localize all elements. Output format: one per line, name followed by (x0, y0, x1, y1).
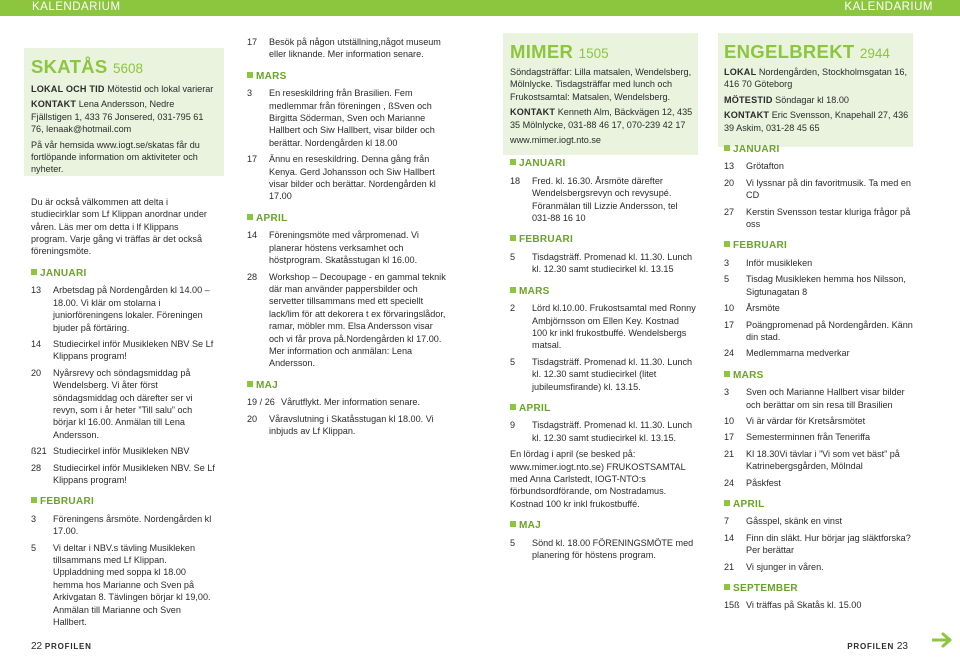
event-text: Workshop – Decoupage - en gammal teknik där man använder pappersbilder och servetter tillsammans med ett speciellt lack/lim för att dekorera t ex förvaringslådor, ramar, möbler mm. Elsa Andersson visar och vi får prova på.Nordengården kl 17.00. Mer information och anmälan: Lena Andersson. (269, 271, 446, 369)
calendar-event (510, 419, 696, 444)
event-date: 17 (247, 37, 258, 47)
calendar-event (247, 229, 447, 266)
event-date: 10 (724, 303, 735, 314)
event-date: 2 (510, 303, 516, 314)
event-text: Påskfest (746, 477, 781, 488)
event-text: Vi deltar i NBV.s tävling Musikleken tillsammans med Lf Klippan. Uppladdning med soppa kl 18.00 hemma hos Marianne och Sven på Arkivgatan 8. Tävlingen börjar kl 19,00. Anmälan till Marianne och Sven Hallbert. (53, 542, 211, 628)
event-text: Studiecirkel inför Musikleken NBV Se Lf Klippans program! (53, 338, 214, 362)
event-text: Fred. kl. 16.30. Årsmöte därefter Wendelsbergsrevyn och revysupé. Föranmälan till Lizzie Andersson, tel 031-88 16 10 (532, 175, 678, 224)
calendar-event (510, 302, 696, 352)
bullet-square-icon (724, 241, 730, 247)
event-date: 14 (724, 532, 735, 543)
event-date: 7 (724, 516, 730, 527)
event-text: Nyårsrevy och söndagsmiddag på Wendelsberg. Vi åter först söndagsmiddag och därefter ser vi revyn, som i år heter ”Till salu” och börjar kl 16.00. Anmälan till Lena Andersson. (53, 367, 193, 440)
calendar-event (724, 415, 914, 427)
event-text: Lörd kl.10.00. Frukostsamtal med Ronny Ambjörnsson om Ellen Key. Kostnad 100 kr inkl frukostbuffé. Wendelsbergs matsal. (532, 303, 696, 351)
bullet-square-icon (247, 72, 253, 78)
calendar-event (247, 413, 447, 438)
footer-label-right: PROFILEN (847, 642, 895, 651)
bullet-square-icon (724, 145, 730, 151)
month-label: FEBRUARI (40, 496, 95, 508)
event-date: 20 (247, 413, 258, 424)
event-date: 20 (724, 177, 735, 188)
event-date: 24 (724, 477, 735, 488)
calendar-event (247, 36, 447, 61)
event-text: Vårutflykt. Mer information senare. (281, 397, 420, 408)
month-label: SEPTEMBER (733, 583, 798, 594)
mimer-name: MIMER (510, 41, 574, 62)
calendar-event (724, 319, 914, 344)
column-skatas-cont (247, 36, 447, 441)
event-date: 18 (510, 175, 521, 186)
bullet-square-icon (724, 500, 730, 506)
month-heading (510, 158, 696, 170)
month-label: JANUARI (519, 158, 566, 170)
event-text: Tisdag Musikleken hemma hos Nilsson, Sigtunagatan 8 (746, 274, 906, 297)
skatas-calendar-cont (247, 36, 447, 437)
calendar-event (724, 347, 914, 359)
footer-left (31, 641, 92, 652)
calendar-event (724, 302, 914, 314)
event-date: 10 (724, 415, 735, 426)
mimer-calendar (510, 158, 696, 444)
month-heading (31, 268, 217, 280)
column-engelbrekt (724, 42, 914, 616)
event-date: 20 (31, 367, 42, 378)
skatas-calendar (31, 268, 217, 629)
month-label: MARS (733, 369, 764, 381)
bullet-square-icon (510, 404, 516, 410)
event-text: Sven och Marianne Hallbert visar bilder och berättar om sin resa till Brasilien (746, 387, 905, 410)
event-text: Finn din släkt. Hur börjar jag släktforska? Per berättar (746, 532, 911, 556)
event-text: Föreningens årsmöte. Nordengården kl 17.00. (53, 513, 212, 537)
bullet-square-icon (510, 287, 516, 293)
bullet-square-icon (31, 497, 37, 503)
event-date: 9 (510, 420, 516, 431)
month-label: MAJ (256, 379, 279, 391)
event-text: Vi lyssnar på din favoritmusik. Ta med en CD (746, 177, 911, 201)
month-label: FEBRUARI (519, 234, 574, 246)
event-text: Sönd kl. 18.00 FÖRENINGSMÖTE med planering för höstens program. (532, 537, 694, 560)
event-text: Vi är värdar för Kretsårsmötet (746, 415, 866, 426)
calendar-event (724, 561, 914, 573)
month-heading (724, 583, 914, 595)
calendar-event (31, 542, 217, 629)
event-date: 21 (724, 561, 735, 572)
month-label: APRIL (519, 402, 551, 414)
bullet-square-icon (510, 159, 516, 165)
event-date: 13 (31, 285, 42, 296)
event-text: Poängpromenad på Nordengården. Känn din stad. (746, 319, 913, 342)
skatas-title (31, 57, 217, 79)
calendar-event (724, 448, 914, 473)
header-left: KALENDARIUM (32, 1, 121, 13)
bullet-square-icon (724, 371, 730, 377)
event-text: Semesterminnen från Teneriffa (746, 432, 871, 443)
month-heading (510, 403, 696, 415)
month-heading (247, 213, 447, 225)
event-text: En reseskildring från Brasilien. Fem medlemmar från föreningen , ßSven och Birgitta Söderman, Sven och Marianne Hallbert och Siw Hallbert, visar bilder och berättar. Nordengården kl 18.00 (269, 88, 435, 148)
skatas-name: SKATÅS (31, 56, 108, 77)
event-date: 24 (724, 348, 735, 359)
event-date: 17 (724, 432, 735, 443)
next-page-arrow-icon[interactable] (932, 632, 954, 648)
event-date: 14 (31, 338, 42, 349)
event-text: Föreningsmöte med vårpromenad. Vi planerar höstens verksamhet och höstprogram. Skatåsstugan kl 16.00. (269, 230, 419, 266)
skatas-intro: Du är också välkommen att delta i studiecirklar som Lf Klippan anordnar under våren. Läs mer om detta i lf Klippans program. Varje gång vi träffas är det också föreningsmöte. (31, 196, 207, 257)
bullet-square-icon (31, 269, 37, 275)
event-text: Ännu en reseskildring. Denna gång från Kenya. Gerd Johansson och Siw Hallbert visar bilder och berättar. Nordengården kl 17.00 (269, 154, 436, 202)
event-date: 3 (31, 513, 37, 524)
calendar-event (31, 445, 217, 457)
month-heading (31, 496, 217, 508)
month-heading (510, 234, 696, 246)
month-heading (247, 71, 447, 83)
event-date: 15ß (724, 600, 740, 611)
event-text: Våravslutning i Skatåsstugan kl 18.00. Vi inbjuds av Lf Klippan. (269, 413, 434, 436)
event-text: Tisdagsträff. Promenad kl. 11.30. Lunch kl. 12.30 samt studiecirkel (litet jubileumsfirande) kl. 13.15. (532, 356, 693, 392)
event-text: Vi sjunger in våren. (746, 561, 824, 572)
month-heading (724, 240, 914, 252)
event-text: Inför musikleken (746, 257, 813, 268)
calendar-event (31, 462, 217, 487)
engelbrekt-calendar (724, 144, 914, 612)
event-date: 28 (247, 271, 258, 282)
event-date: 19 / 26 (247, 397, 275, 408)
calendar-event (724, 386, 914, 411)
event-text: Besök på någon utställning,något museum eller liknande. Mer information senare. (269, 37, 441, 60)
event-date: 13 (724, 161, 735, 172)
calendar-event (510, 537, 696, 562)
mimer-info: Söndagsträffar: Lilla matsalen, Wendelsberg, Mölnlycke. Tisdagsträffar med lunch och Frukostsamtal: Matsalen, Wendelsberg. (510, 67, 692, 102)
month-label: MARS (256, 70, 287, 82)
event-date: 3 (247, 88, 253, 99)
skatas-number: 5608 (112, 61, 143, 76)
month-label: APRIL (733, 498, 765, 510)
engelbrekt-lokal: LOKAL Nordengården, Stockholmsgatan 16, 416 70 Göteborg (724, 67, 907, 90)
event-date: 5 (31, 542, 37, 553)
event-text: Vi träffas på Skatås kl. 15.00 (746, 600, 862, 611)
month-label: JANUARI (40, 267, 87, 279)
calendar-event (247, 153, 447, 203)
column-mimer (510, 42, 696, 565)
page-number-right: 23 (896, 641, 908, 652)
month-heading (724, 144, 914, 156)
event-date: 3 (724, 257, 730, 268)
calendar-event (31, 513, 217, 538)
mimer-kontakt: KONTAKT Kenneth Alm, Bäckvägen 12, 435 35 Mölnlycke, 031-88 46 17, 070-239 42 17 (510, 107, 693, 130)
calendar-event (510, 175, 696, 225)
calendar-event (724, 206, 914, 231)
calendar-event (510, 251, 696, 276)
event-text: Studiecirkel inför Musikleken NBV. Se Lf Klippans program! (53, 462, 215, 485)
event-date: 17 (724, 319, 735, 330)
event-date: 5 (510, 537, 516, 548)
bullet-square-icon (510, 521, 516, 527)
calendar-event (724, 431, 914, 443)
event-text: Grötafton (746, 161, 784, 172)
calendar-event (724, 273, 914, 298)
calendar-event (247, 396, 447, 408)
footer-label-left: PROFILEN (44, 642, 92, 651)
event-text: Årsmöte (746, 303, 780, 314)
calendar-event (31, 338, 217, 363)
event-text: Tisdagsträff. Promenad kl. 11.30. Lunch kl. 12.30 samt studiecirkel kl. 13.15. (532, 420, 693, 443)
engelbrekt-name: ENGELBREKT (724, 41, 855, 62)
calendar-event (724, 177, 914, 202)
calendar-event (31, 367, 217, 441)
bullet-square-icon (510, 235, 516, 241)
event-text: Medlemmarna medverkar (746, 348, 850, 359)
event-date: 17 (247, 154, 258, 165)
calendar-event (247, 271, 447, 370)
event-text: Studiecirkel inför Musikleken NBV (53, 446, 190, 457)
calendar-event (724, 532, 914, 557)
calendar-event (724, 257, 914, 269)
event-date: 14 (247, 230, 258, 241)
page-number-left: 22 (31, 641, 43, 652)
month-label: MARS (519, 285, 550, 297)
engelbrekt-kontakt: KONTAKT Eric Svensson, Knapehall 27, 436 39 Askim, 031-28 45 65 (724, 110, 909, 133)
event-date: 21 (724, 448, 735, 459)
calendar-event (510, 356, 696, 393)
mimer-calendar-may (510, 520, 696, 561)
event-date: 5 (510, 356, 516, 367)
skatas-web: På vår hemsida www.iogt.se/skatas får du fortlöpande information om aktiviteter och nyheter. (31, 139, 200, 175)
month-label: APRIL (256, 212, 288, 224)
event-text: Arbetsdag på Nordengården kl 14.00 – 18.00. Vi klär om stolarna i juniorföreningens lokaler. Föreningen bjuder på förtäring. (53, 285, 210, 333)
month-label: JANUARI (733, 144, 780, 156)
event-text: Tisdagsträff. Promenad kl. 11.30. Lunch kl. 12.30 samt studiecirkel kl. 13.15 (532, 251, 693, 275)
bullet-square-icon (247, 381, 253, 387)
bullet-square-icon (247, 214, 253, 220)
skatas-kontakt: KONTAKT Lena Andersson, Nedre Fjällstigen 1, 433 76 Jonsered, 031-795 61 76, lenaak@hotmail.com (31, 99, 204, 135)
month-heading (247, 380, 447, 392)
month-heading (510, 286, 696, 298)
month-label: MAJ (519, 520, 542, 532)
month-label: FEBRUARI (733, 240, 788, 252)
event-text: Kerstin Svensson testar kluriga frågor på oss (746, 206, 911, 230)
event-text: Kl 18.30Vi tävlar i ”Vi som vet bäst” på Katrinebergsgården, Mölndal (746, 448, 900, 472)
engelbrekt-motestid: MÖTESTID Söndagar kl 18.00 (724, 94, 849, 105)
calendar-event (31, 284, 217, 334)
calendar-event (724, 160, 914, 172)
event-date: 3 (724, 387, 730, 398)
month-heading (510, 520, 696, 532)
event-date: 28 (31, 462, 42, 473)
header-bar (0, 0, 960, 16)
event-date: 5 (724, 274, 730, 285)
event-text: Gåsspel, skänk en vinst (746, 516, 843, 527)
calendar-event (247, 87, 447, 149)
engelbrekt-number: 2944 (859, 46, 890, 61)
mimer-number: 1505 (578, 46, 609, 61)
calendar-event (724, 477, 914, 489)
bullet-square-icon (724, 584, 730, 590)
engelbrekt-title (724, 42, 914, 64)
mimer-title (510, 42, 696, 64)
month-heading (724, 370, 914, 382)
skatas-lokal: LOKAL OCH TID Mötestid och lokal varierar (31, 84, 214, 94)
mimer-web: www.mimer.iogt.nto.se (510, 135, 601, 146)
calendar-event (724, 515, 914, 527)
month-heading (724, 499, 914, 511)
footer-right (847, 641, 908, 652)
mimer-note: En lördag i april (se besked på: www.mimer.iogt.nto.se) FRUKOSTSAMTAL med Anna Carlstedt, IOGT-NTO:s förbundsordförande, om Nostradamus. Kostnad 100 kr inkl frukostbuffé. (510, 449, 686, 509)
event-date: 5 (510, 251, 516, 262)
event-date: ß21 (31, 446, 47, 457)
calendar-event (724, 599, 914, 611)
header-right: KALENDARIUM (844, 1, 933, 13)
column-skatas (31, 57, 217, 632)
event-date: 27 (724, 206, 735, 217)
